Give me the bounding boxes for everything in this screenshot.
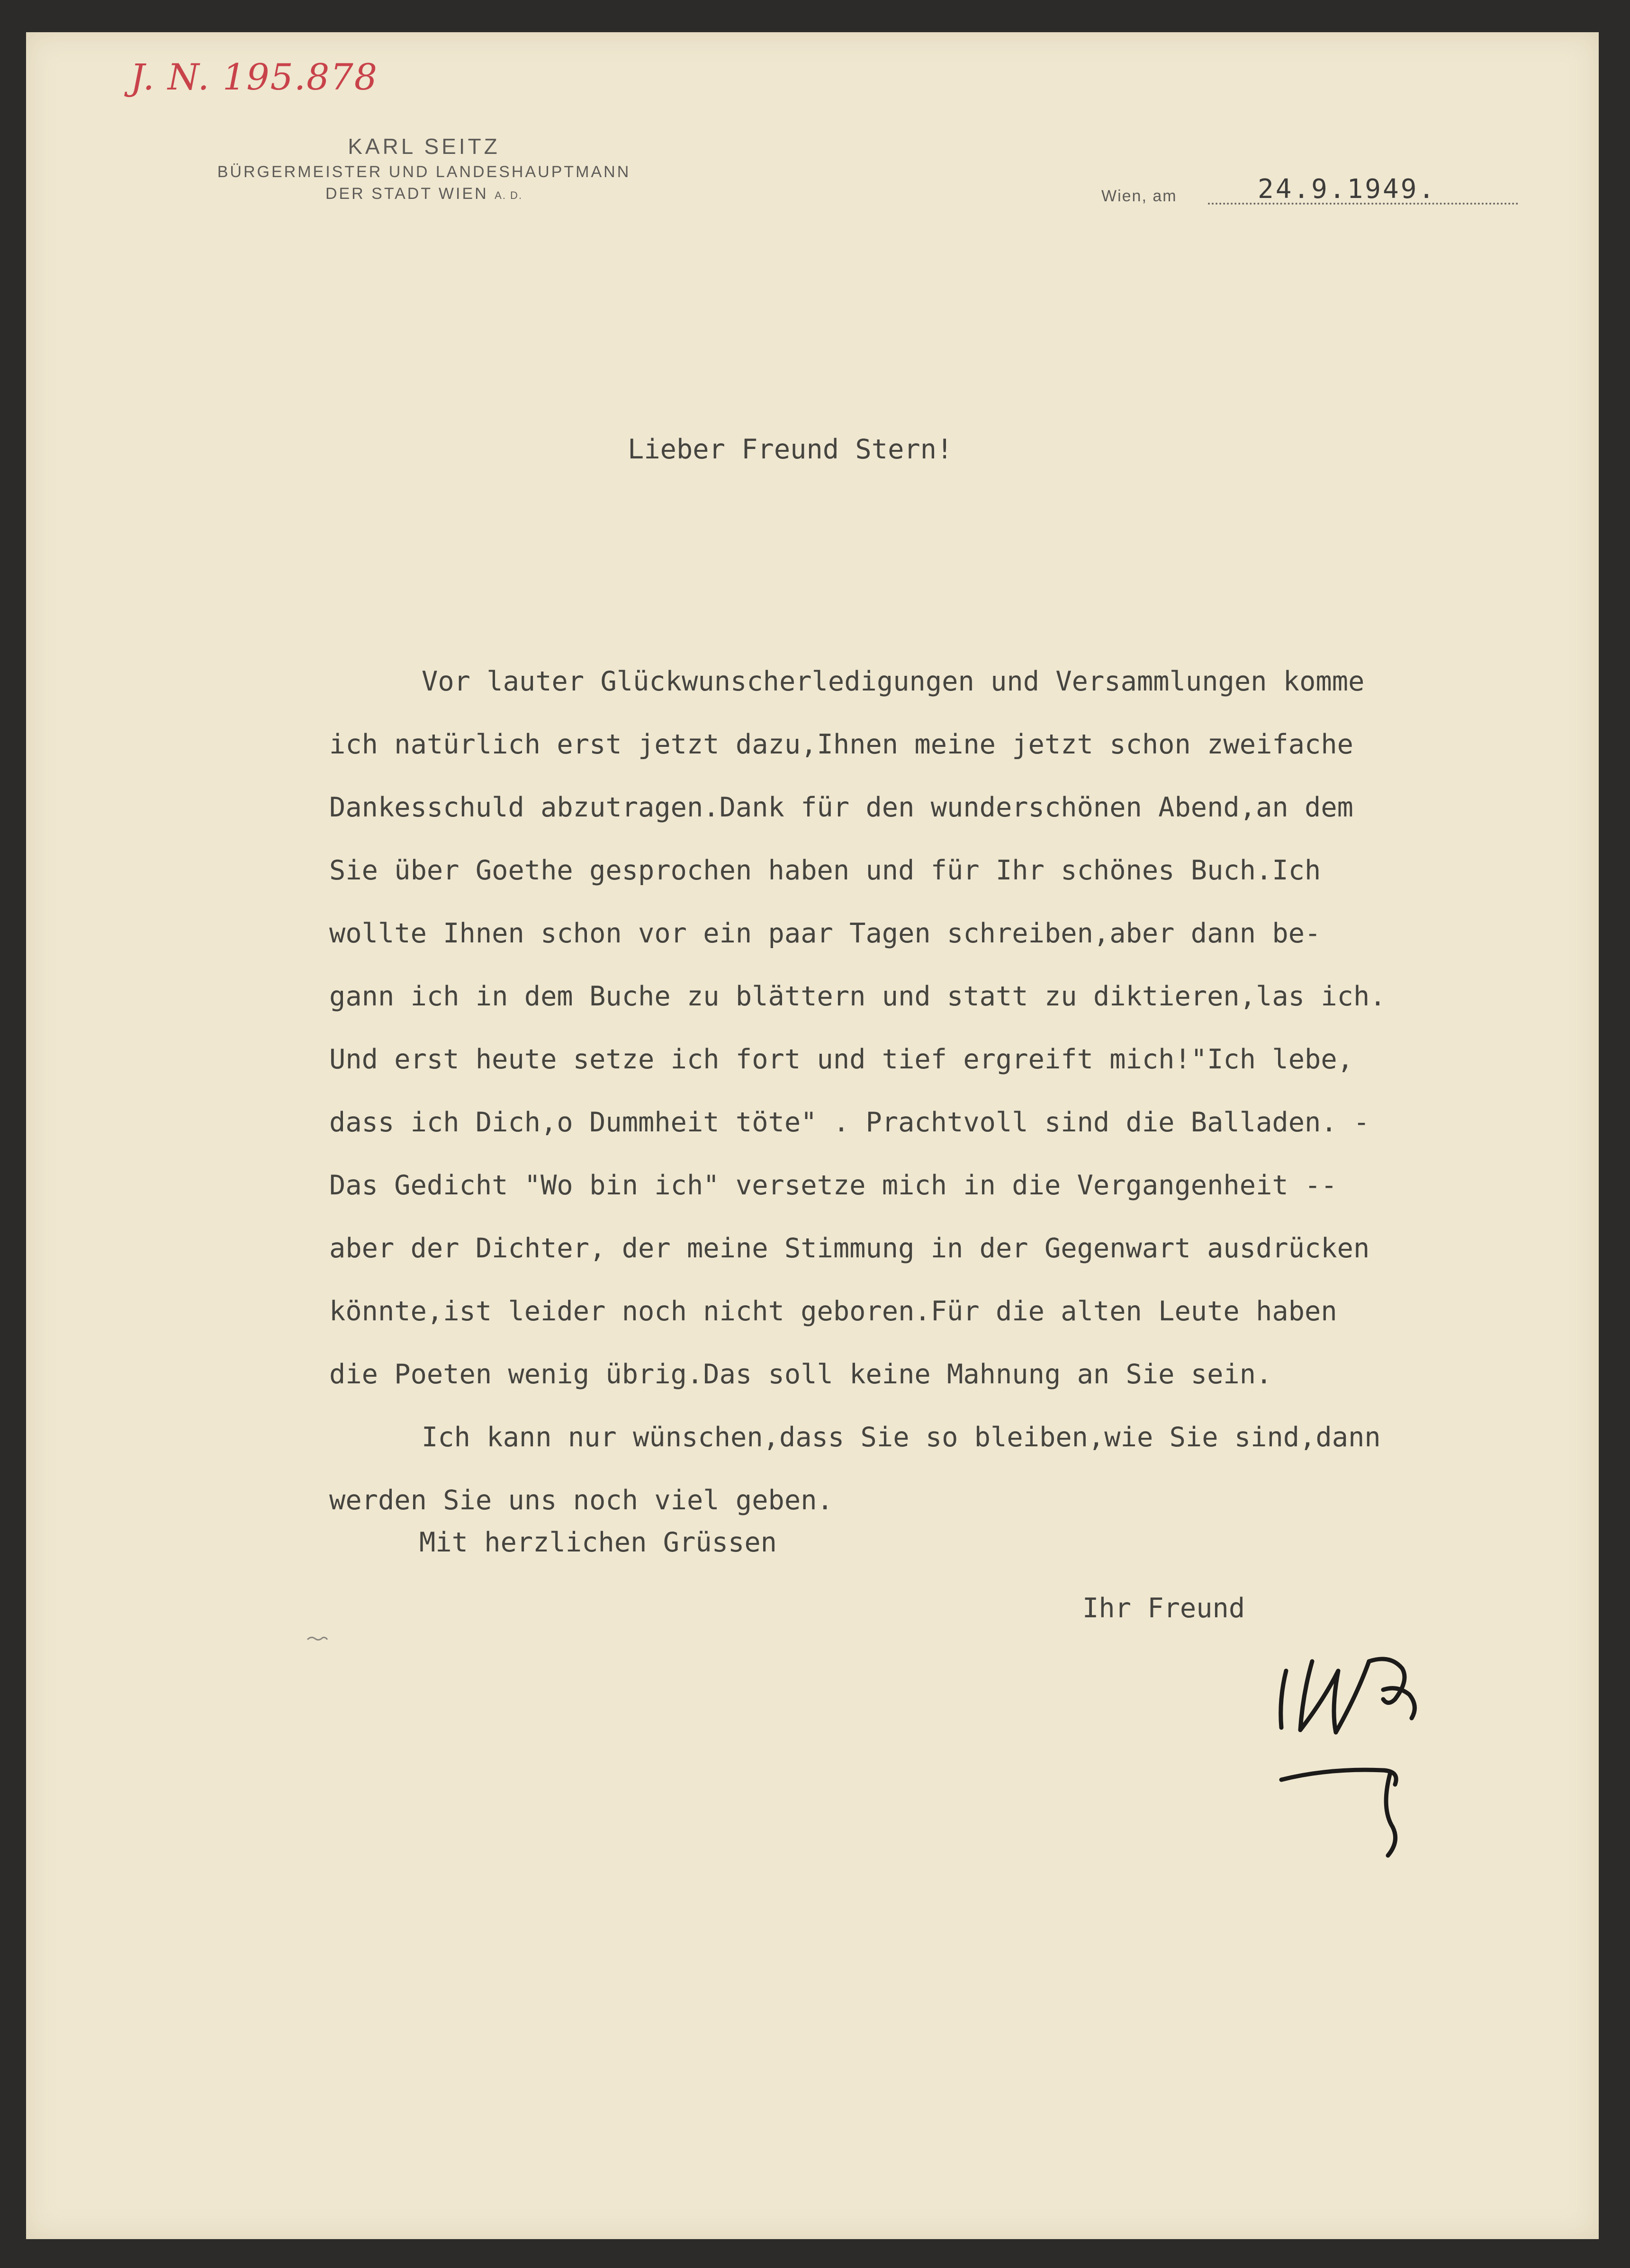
ink-mark [306, 1634, 329, 1642]
body-line: dass ich Dich,o Dummheit töte" . Prachtvoll sind die Balladen. - [329, 1107, 1370, 1138]
salutation: Lieber Freund Stern! [628, 434, 953, 465]
closing-phrase: Mit herzlichen Grüssen [419, 1527, 777, 1558]
letter-body [329, 650, 1386, 1532]
body-line: aber der Dichter, der meine Stimmung in der Gegenwart ausdrücken [329, 1233, 1370, 1264]
body-line: Dankesschuld abzutragen.Dank für den wunderschönen Abend,an dem [329, 792, 1353, 823]
body-line: wollte Ihnen schon vor ein paar Tagen schreiben,aber dann be- [329, 918, 1321, 949]
body-line: Sie über Goethe gesprochen haben und für Ihr schönes Buch.Ich [329, 855, 1321, 886]
letterhead-city [154, 183, 694, 206]
body-line: Und erst heute setze ich fort und tief ergreift mich!"Ich lebe, [329, 1044, 1353, 1075]
body-line: werden Sie uns noch viel geben. [329, 1485, 833, 1516]
sign-off: Ihr Freund [1082, 1593, 1245, 1624]
letterhead-name: KARL SEITZ [348, 134, 500, 159]
handwritten-signature [1267, 1628, 1438, 1865]
letterhead-title: BÜRGERMEISTER UND LANDESHAUPTMANN [217, 163, 631, 181]
body-line: Ich kann nur wünschen,dass Sie so bleiben,wie Sie sind,dann [422, 1422, 1381, 1453]
place-label: Wien, am [1101, 187, 1177, 205]
letter-date: 24.9.1949. [1258, 174, 1437, 205]
letter-sheet [26, 32, 1599, 2239]
letterhead-city-name: DER STADT WIEN [325, 185, 488, 203]
body-line: Das Gedicht "Wo bin ich" versetze mich in die Vergangenheit -- [329, 1170, 1337, 1201]
body-line: könnte,ist leider noch nicht geboren.Für die alten Leute haben [329, 1296, 1337, 1327]
place-date-line [1101, 165, 1518, 207]
body-line: ich natürlich erst jetzt dazu,Ihnen meine jetzt schon zweifache [329, 729, 1353, 760]
letterhead [154, 132, 694, 206]
body-line: gann ich in dem Buche zu blättern und statt zu diktieren,las ich. [329, 981, 1386, 1012]
body-line: die Poeten wenig übrig.Das soll keine Mahnung an Sie sein. [329, 1359, 1272, 1390]
body-line: Vor lauter Glückwunscherledigungen und Versammlungen komme [422, 666, 1365, 697]
archive-number: J. N. 195.878 [130, 56, 378, 98]
letterhead-abbrev: A. D. [495, 189, 523, 201]
